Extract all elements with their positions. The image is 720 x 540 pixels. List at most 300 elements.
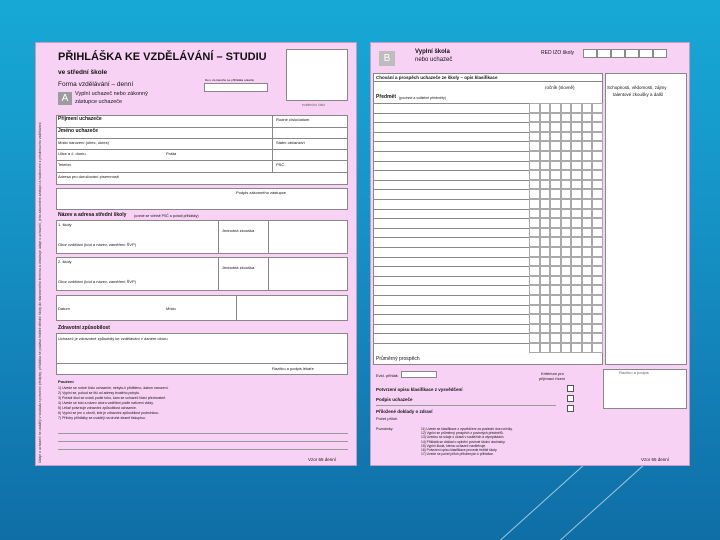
grade-cell[interactable] (561, 170, 572, 180)
subject-row-line (373, 237, 529, 238)
subject-row-line (373, 324, 529, 325)
footnote: 4) Uvede se kód a název oboru vzdělání podle nařízení vlády. (58, 401, 154, 405)
grade-cell[interactable] (550, 276, 561, 286)
grade-cell[interactable] (540, 103, 551, 113)
grade-cell[interactable] (592, 151, 603, 161)
grade-cell[interactable] (529, 228, 540, 238)
grade-cell[interactable] (582, 161, 593, 171)
footnote: 17) Uvede se počet příloh přiložených k přihlášce. (421, 452, 494, 457)
grade-cell[interactable] (529, 333, 540, 343)
section-b-subtitle: nebo uchazeč (415, 57, 453, 63)
subject-row-line (373, 228, 529, 229)
grade-cell[interactable] (582, 266, 593, 276)
footnote: 7) Přílohy přihlášky se uvádějí na druhé straně tiskopisu. (58, 416, 146, 420)
subject-row-line (373, 266, 529, 267)
grade-cell[interactable] (550, 199, 561, 209)
grade-cell[interactable] (540, 314, 551, 324)
grade-cell[interactable] (550, 113, 561, 123)
grade-cell[interactable] (571, 305, 582, 315)
grade-cell[interactable] (561, 266, 572, 276)
grade-cell[interactable] (540, 276, 551, 286)
grade-cell[interactable] (540, 285, 551, 295)
grade-cell[interactable] (571, 285, 582, 295)
grade-cell[interactable] (550, 247, 561, 257)
grade-cell[interactable] (582, 285, 593, 295)
place-label: Místo (166, 306, 176, 311)
grade-cell[interactable] (561, 122, 572, 132)
grade-cell[interactable] (550, 314, 561, 324)
grade-cell[interactable] (592, 103, 603, 113)
grade-cell[interactable] (592, 314, 603, 324)
grade-cell[interactable] (561, 285, 572, 295)
grade-cell[interactable] (592, 170, 603, 180)
grade-cell[interactable] (540, 122, 551, 132)
grade-cell[interactable] (592, 324, 603, 334)
grade-cell[interactable] (571, 218, 582, 228)
grade-cell[interactable] (529, 132, 540, 142)
subject-row-line (373, 113, 529, 114)
grade-cell[interactable] (529, 170, 540, 180)
grade-cell[interactable] (540, 295, 551, 305)
grade-cell[interactable] (561, 189, 572, 199)
grade-cell[interactable] (571, 295, 582, 305)
subject-row-line (373, 141, 529, 142)
grade-cell[interactable] (540, 218, 551, 228)
grade-cell[interactable] (529, 276, 540, 286)
abilities-header: Schopnosti, vědomosti, zájmy (607, 85, 667, 90)
footnote: 14) Přikládá se doklad o splnění povinné školní docházky. (421, 439, 506, 444)
school-hint: (uvede se včetně PSČ a pořadí přihlášky) (134, 214, 199, 218)
grade-cell[interactable] (540, 333, 551, 343)
grade-cell[interactable] (550, 209, 561, 219)
school-choice-1[interactable] (56, 220, 348, 254)
grade-cell[interactable] (571, 103, 582, 113)
red-izo-label: RED IZO školy (541, 50, 575, 56)
grade-cell[interactable] (540, 237, 551, 247)
grade-cell[interactable] (592, 161, 603, 171)
birthplace-label: Místo narození (obec, okres) (58, 140, 109, 145)
grade-cell[interactable] (582, 218, 593, 228)
grade-column-header: ročník (slovně) (545, 85, 575, 90)
subject-row-line (373, 285, 529, 286)
grade-cell[interactable] (529, 113, 540, 123)
grade-cell[interactable] (592, 333, 603, 343)
grades-header: Chování a prospěch uchazeče ze školy – opis klasifikace (376, 75, 498, 80)
doctor-signature-label: Razítko a podpis lékaře (272, 366, 314, 371)
grade-cell[interactable] (561, 103, 572, 113)
subject-row-line (373, 257, 529, 258)
grade-cell[interactable] (550, 189, 561, 199)
grade-cell[interactable] (582, 276, 593, 286)
health-documents-label: Přiložené doklady o zdraví (376, 409, 433, 414)
grade-cell[interactable] (571, 333, 582, 343)
date-label: Datum (58, 306, 70, 311)
average-label: Průměrný prospěch (376, 356, 420, 362)
grade-cell[interactable] (540, 170, 551, 180)
subject-row-line (373, 151, 529, 152)
grade-cell[interactable] (561, 228, 572, 238)
subject-row-line (373, 276, 529, 277)
grade-cell[interactable] (529, 122, 540, 132)
form-of-study: Forma vzdělávání – denní (58, 81, 134, 88)
red-izo-field[interactable] (597, 49, 611, 58)
grade-cell[interactable] (571, 151, 582, 161)
grade-cell[interactable] (529, 151, 540, 161)
subject-row-line (373, 180, 529, 181)
grade-cell[interactable] (561, 257, 572, 267)
record-number-label: evidenční číslo (302, 103, 326, 107)
form-footer: Vzor 65 denní (641, 457, 670, 462)
form-footer: Vzor 65 denní (308, 457, 337, 462)
grade-cell[interactable] (582, 343, 593, 353)
subject-header-note: (povinné a volitelné předměty) (399, 96, 446, 100)
grade-cell[interactable] (571, 113, 582, 123)
grade-cell[interactable] (592, 285, 603, 295)
grade-cell[interactable] (529, 285, 540, 295)
grade-cell[interactable] (550, 237, 561, 247)
grade-cell[interactable] (582, 141, 593, 151)
health-note: Uchazeč je zdravotně způsobilý ke vzdělávání v daném oboru (58, 336, 168, 341)
school-name-label: Název a adresa střední školy (58, 212, 127, 218)
school-choice-2-label: 2. školy (58, 259, 72, 264)
grade-cell[interactable] (592, 132, 603, 142)
grade-cell[interactable] (561, 343, 572, 353)
grade-cell[interactable] (571, 324, 582, 334)
grade-cell[interactable] (529, 305, 540, 315)
grade-cell[interactable] (571, 228, 582, 238)
footnote: 11) Uvede se klasifikace z vysvědčení za poslední dva ročníky. (421, 427, 513, 431)
send-date-label: Den, do kterého se přihláška odesílá (205, 78, 254, 82)
grade-cell[interactable] (540, 305, 551, 315)
date-place-block (56, 295, 348, 321)
footnote: 5) Lékař potvrzuje zdravotní způsobilost uchazeče. (58, 406, 137, 410)
field-code-2-label: Obor vzdělání (kód a název, zaměření ŠVP) (58, 279, 136, 284)
subject-row-line (373, 161, 529, 162)
grade-cell[interactable] (540, 151, 551, 161)
correspondence-label: Adresa pro doručování písemností (58, 174, 120, 179)
grade-cell[interactable] (561, 209, 572, 219)
grade-cell[interactable] (550, 295, 561, 305)
grade-cell[interactable] (529, 189, 540, 199)
grade-cell[interactable] (550, 161, 561, 171)
grade-cell[interactable] (561, 199, 572, 209)
grade-cell[interactable] (571, 343, 582, 353)
abilities-header-2: talentové zkoušky a další (613, 92, 664, 97)
grade-cell[interactable] (592, 141, 603, 151)
section-a-badge: A (58, 92, 72, 105)
footnote: 3) Pořadí škol se uvádí podle toho, kam se uchazeč hlásí přednostně. (58, 396, 167, 400)
footnote: 2) Vyplní se, pokud se liší od adresy trvalého pobytu. (58, 391, 140, 395)
confirmation-label: Potvrzení opisu klasifikace z vysvědčení (376, 387, 463, 392)
grade-cell[interactable] (550, 324, 561, 334)
grade-cell[interactable] (561, 324, 572, 334)
grade-cell[interactable] (571, 247, 582, 257)
grade-cell[interactable] (550, 333, 561, 343)
notes-heading: Poznámky: (376, 427, 394, 431)
grade-cell[interactable] (571, 199, 582, 209)
grade-cell[interactable] (561, 276, 572, 286)
grade-cell[interactable] (561, 180, 572, 190)
first-name-label: Jméno uchazeče (58, 128, 99, 134)
grade-cell[interactable] (582, 151, 593, 161)
grade-cell[interactable] (550, 343, 561, 353)
grade-cell[interactable] (561, 305, 572, 315)
grade-cell[interactable] (592, 199, 603, 209)
grade-cell[interactable] (540, 247, 551, 257)
grade-cell[interactable] (582, 314, 593, 324)
grade-cell[interactable] (571, 209, 582, 219)
grade-cell[interactable] (592, 228, 603, 238)
grade-cell[interactable] (529, 314, 540, 324)
grade-cell[interactable] (540, 113, 551, 123)
grade-cell[interactable] (582, 180, 593, 190)
grade-cell[interactable] (571, 122, 582, 132)
grade-cell[interactable] (592, 209, 603, 219)
signature-checkbox[interactable] (567, 395, 574, 402)
health-label: Zdravotní způsobilost (58, 325, 110, 331)
office-stamp-box (286, 49, 348, 101)
footnote: 15) Vyplní škola, kterou uchazeč navštěvuje. (421, 443, 487, 448)
subject-header: Předmět (376, 94, 397, 100)
grade-cell[interactable] (592, 113, 603, 123)
school-choice-2[interactable] (56, 257, 348, 291)
grade-cell[interactable] (540, 209, 551, 219)
grade-cell[interactable] (561, 218, 572, 228)
grade-cell[interactable] (571, 237, 582, 247)
criteria-label-2: přijímací řízení (539, 376, 566, 381)
subject-row-line (373, 247, 529, 248)
grade-cell[interactable] (592, 122, 603, 132)
grade-cell[interactable] (529, 295, 540, 305)
grade-cell[interactable] (540, 228, 551, 238)
grade-cell[interactable] (540, 189, 551, 199)
application-form-page-a (35, 42, 357, 466)
footnote: 16) Potvrzení opisu klasifikace provede ředitel školy. (421, 448, 498, 453)
grade-cell[interactable] (582, 170, 593, 180)
grade-cell[interactable] (550, 103, 561, 113)
street-label: Ulice a č. domu (58, 151, 86, 156)
grade-cell[interactable] (592, 295, 603, 305)
grade-cell[interactable] (592, 343, 603, 353)
subject-row-line (373, 209, 529, 210)
grade-cell[interactable] (540, 199, 551, 209)
subject-row-line (373, 343, 529, 344)
grade-cell[interactable] (550, 285, 561, 295)
grade-cell[interactable] (582, 189, 593, 199)
section-b-title: Vyplní škola (415, 49, 450, 55)
grade-cell[interactable] (550, 170, 561, 180)
grade-cell[interactable] (540, 257, 551, 267)
grade-cell[interactable] (582, 228, 593, 238)
footnotes (58, 386, 348, 421)
grade-cell[interactable] (550, 305, 561, 315)
grade-cell[interactable] (529, 257, 540, 267)
attachments-label: Počet příloh (376, 416, 398, 421)
grade-cell[interactable] (592, 276, 603, 286)
red-izo-field[interactable] (611, 49, 625, 58)
abilities-box[interactable] (605, 73, 687, 365)
grade-cell[interactable] (561, 113, 572, 123)
grade-cell[interactable] (550, 266, 561, 276)
footnote: 1) Uvede se rodné číslo uchazeče, nebylo-li přiděleno, datum narození. (58, 386, 169, 390)
grade-cell[interactable] (529, 161, 540, 171)
instructions-heading: Poučení (58, 379, 74, 384)
grade-cell[interactable] (592, 266, 603, 276)
grade-cell[interactable] (582, 237, 593, 247)
field-code-1-label: Obor vzdělání (kód a název, zaměření ŠVP) (58, 242, 136, 247)
grade-cell[interactable] (592, 257, 603, 267)
red-izo-field[interactable] (625, 49, 639, 58)
surname-label: Příjmení uchazeče (58, 116, 102, 122)
grade-cell[interactable] (571, 189, 582, 199)
confirmation-checkbox[interactable] (567, 385, 574, 392)
grade-cell[interactable] (571, 276, 582, 286)
grade-cell[interactable] (550, 218, 561, 228)
guardian-signature-label: Podpis zákonného zástupce (236, 190, 287, 195)
grade-cell[interactable] (540, 343, 551, 353)
red-izo-field[interactable] (583, 49, 597, 58)
grade-cell[interactable] (592, 305, 603, 315)
grade-cell[interactable] (540, 161, 551, 171)
phone-label: Telefon (58, 162, 71, 167)
guardian-signature-block (56, 188, 348, 210)
grade-cell[interactable] (582, 209, 593, 219)
grade-cell[interactable] (540, 180, 551, 190)
grade-cell[interactable] (561, 333, 572, 343)
grade-cell[interactable] (529, 218, 540, 228)
grade-cell[interactable] (582, 305, 593, 315)
grade-cell[interactable] (592, 237, 603, 247)
subject-row-line (373, 295, 529, 296)
grade-cell[interactable] (582, 257, 593, 267)
grade-cell[interactable] (582, 132, 593, 142)
grade-cell[interactable] (561, 247, 572, 257)
grade-cell[interactable] (582, 333, 593, 343)
grade-cell[interactable] (561, 141, 572, 151)
footnote: 6) Vyplní se jen u oborů, kde je zdravotní způsobilost podmínkou. (58, 411, 160, 415)
side-legal-text: Údaje o uchazeči se uvádějí v souladu s právními předpisy; přihláška se podává řediteli střední školy do stanoveného termínu a obsahuje údaje o uchazeči, jeho zákonném zástupci a hodnocení z předchozího vzdělávání. (38, 121, 42, 463)
grade-cell[interactable] (529, 180, 540, 190)
subject-row-line (373, 189, 529, 190)
grade-cell[interactable] (571, 180, 582, 190)
grade-cell[interactable] (571, 266, 582, 276)
subject-row-line (373, 218, 529, 219)
citizenship-label: Státní občanství (276, 140, 305, 145)
grade-cell[interactable] (592, 218, 603, 228)
grade-cell[interactable] (571, 141, 582, 151)
grade-cell[interactable] (582, 103, 593, 113)
subject-row-line (373, 333, 529, 334)
grade-cell[interactable] (582, 122, 593, 132)
grade-cell[interactable] (529, 266, 540, 276)
section-b-badge: B (379, 51, 395, 66)
grade-cell[interactable] (582, 324, 593, 334)
grade-cell[interactable] (561, 161, 572, 171)
grade-cell[interactable] (529, 209, 540, 219)
subject-row-line (373, 314, 529, 315)
grade-cell[interactable] (561, 295, 572, 305)
grade-cell[interactable] (550, 180, 561, 190)
footnote: 12) Vyplní se průměrný prospěch z povinných předmětů. (421, 431, 504, 436)
form-subtitle: ve střední škole (58, 69, 108, 76)
grade-cell[interactable] (592, 247, 603, 257)
grade-cell[interactable] (561, 132, 572, 142)
grade-cell[interactable] (561, 237, 572, 247)
grade-cell[interactable] (571, 257, 582, 267)
grade-cell[interactable] (550, 151, 561, 161)
grade-cell[interactable] (540, 132, 551, 142)
grade-cell[interactable] (571, 132, 582, 142)
subject-row-line (373, 103, 529, 104)
post-label: Pošta (166, 151, 177, 156)
subject-row-line (373, 305, 529, 306)
grade-cell[interactable] (592, 189, 603, 199)
grade-cell[interactable] (571, 314, 582, 324)
section-a-title: Vyplní uchazeč nebo zákonný (75, 91, 148, 97)
grade-cell[interactable] (561, 314, 572, 324)
red-izo-field[interactable] (639, 49, 653, 58)
grade-cell[interactable] (561, 151, 572, 161)
birth-number-label: Rodné číslo/datum (276, 117, 310, 122)
subject-row-line (373, 170, 529, 171)
grade-cell[interactable] (529, 237, 540, 247)
stamp-box (603, 369, 687, 409)
grade-cell[interactable] (550, 257, 561, 267)
subject-row-line (373, 122, 529, 123)
zip-label: PSČ (276, 162, 285, 167)
grade-cell[interactable] (582, 247, 593, 257)
form-title: PŘIHLÁŠKA KE VZDĚLÁVÁNÍ – STUDIU (58, 51, 267, 63)
grade-cell[interactable] (540, 266, 551, 276)
subject-row-line (373, 199, 529, 200)
grade-cell[interactable] (550, 141, 561, 151)
registration-field[interactable] (401, 371, 437, 378)
footnotes (421, 427, 687, 456)
grade-cell[interactable] (529, 103, 540, 113)
grade-cell[interactable] (582, 295, 593, 305)
jednotna-2-label: Jednotná zkouška (222, 265, 255, 270)
application-form-page-b (370, 42, 690, 466)
grade-cell[interactable] (571, 170, 582, 180)
subject-row-line (373, 132, 529, 133)
stamp-label: Razítko a podpis (619, 370, 649, 375)
grade-cell[interactable] (529, 343, 540, 353)
grade-cell[interactable] (550, 228, 561, 238)
school-choice-1-label: 1. školy (58, 222, 72, 227)
grade-cell[interactable] (550, 122, 561, 132)
registration-label: Evid. přihláš (376, 373, 398, 378)
grade-cell[interactable] (529, 141, 540, 151)
grade-cell[interactable] (540, 324, 551, 334)
grade-cell[interactable] (582, 199, 593, 209)
jednotna-1-label: Jednotná zkouška (222, 228, 255, 233)
red-izo-field[interactable] (653, 49, 667, 58)
grade-cell[interactable] (592, 180, 603, 190)
grade-cell[interactable] (571, 161, 582, 171)
footnote: 13) Uvedou se údaje o účasti v soutěžích a olympiádách. (421, 435, 505, 440)
grade-cell[interactable] (529, 199, 540, 209)
send-date-field[interactable] (204, 83, 268, 92)
section-a-subtitle: zástupce uchazeče (75, 99, 123, 105)
grade-cell[interactable] (550, 132, 561, 142)
grade-cell[interactable] (529, 247, 540, 257)
grade-cell[interactable] (540, 141, 551, 151)
applicant-signature-label: Podpis uchazeče (376, 397, 413, 402)
health-documents-checkbox[interactable] (567, 405, 574, 412)
grade-cell[interactable] (582, 113, 593, 123)
criteria-label: Kritérium pro (541, 371, 564, 376)
grade-cell[interactable] (529, 324, 540, 334)
